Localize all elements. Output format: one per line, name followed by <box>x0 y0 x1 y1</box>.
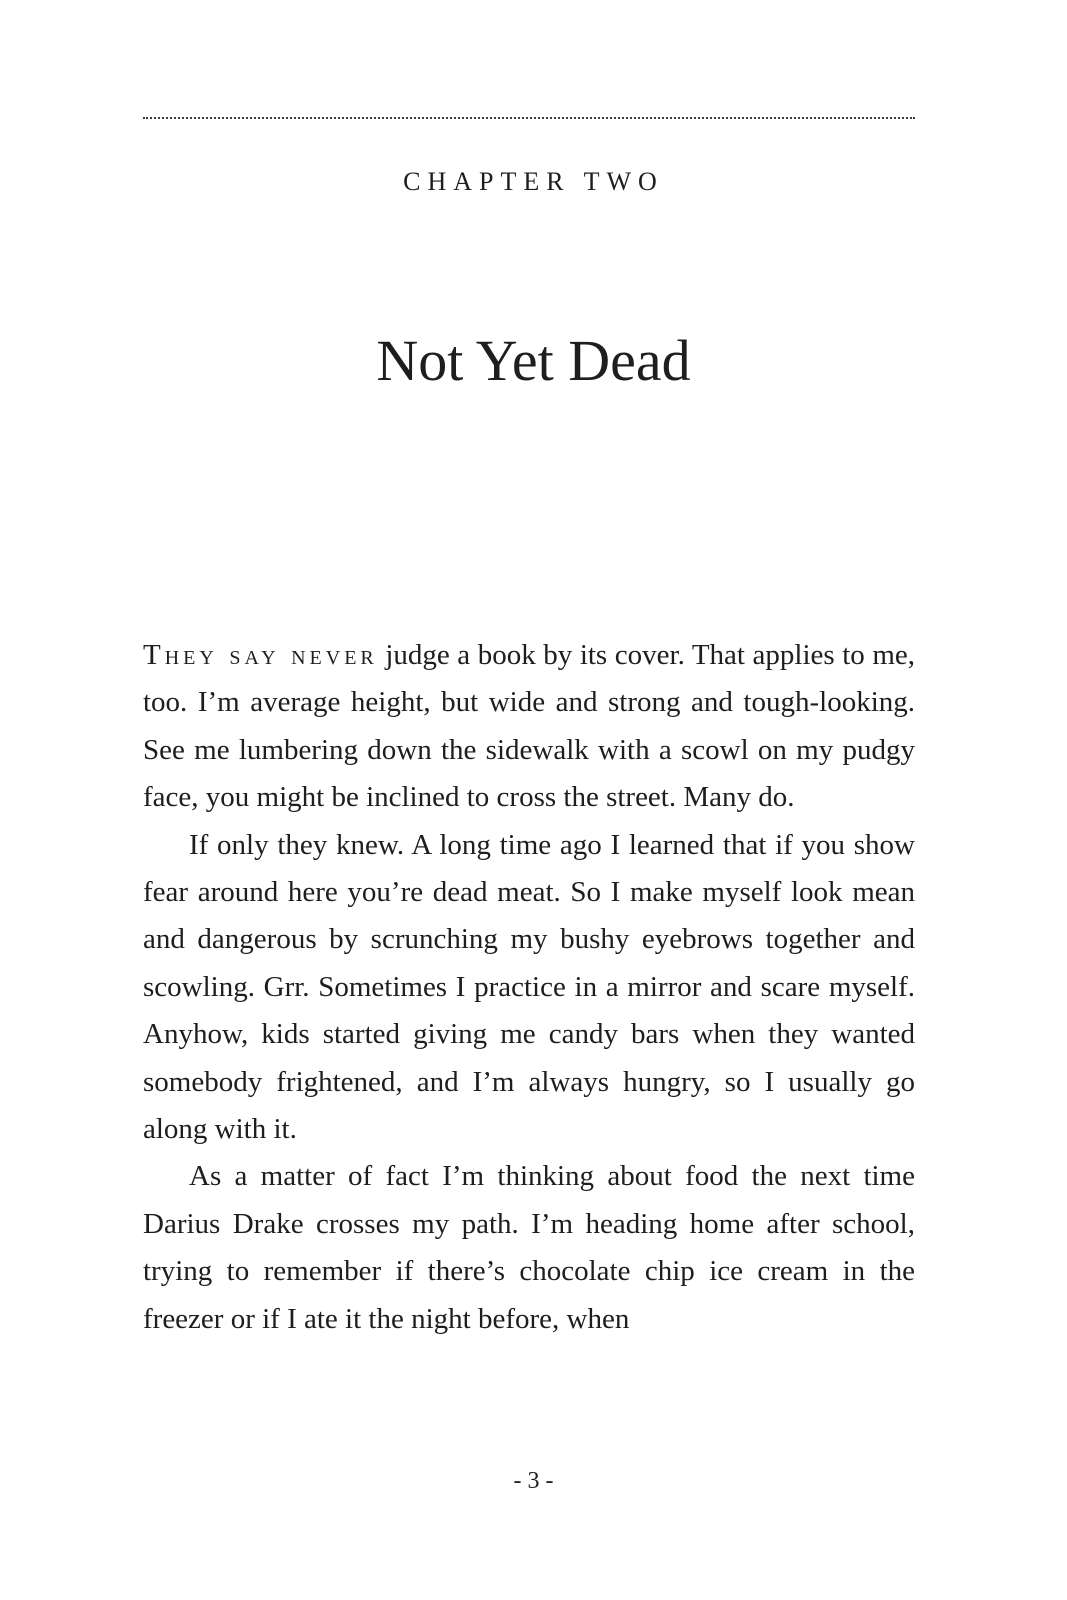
paragraph <box>143 822 915 1154</box>
paragraph-text: As a matter of fact I’m thinking about food the next time Darius Drake crosses my path. I’m heading home after school, trying to remember if there’s chocolate chip ice cream in the freezer or if I ate it the night before, when <box>143 1160 915 1335</box>
page-number: - 3 - <box>513 1468 554 1494</box>
paragraph-text: judge a book by its cover. That applies to me, too. I’m average height, but wide and strong and tough-looking. See me lumbering down the sidewalk with a scowl on my pudgy face, you might be inclined to cross the street. Many do. <box>143 639 916 814</box>
paragraph-text: If only they knew. A long time ago I learned that if you show fear around here you’re dead meat. So I make myself look mean and dangerous by scrunching my bushy eyebrows together and scowling. Grr. Sometimes I practice in a mirror and scare myself. Anyhow, kids started giving me candy bars when they wanted somebody frightened, and I’m always hungry, so I usually go along with it. <box>143 828 915 1146</box>
chapter-title: Not Yet Dead <box>376 328 691 393</box>
paragraph <box>143 632 915 822</box>
paragraph <box>143 1153 915 1343</box>
header-dotted-rule <box>143 117 915 119</box>
body-text <box>143 632 915 1343</box>
chapter-label: CHAPTER TWO <box>403 167 664 196</box>
paragraph-lead-in: They say never <box>143 639 378 671</box>
